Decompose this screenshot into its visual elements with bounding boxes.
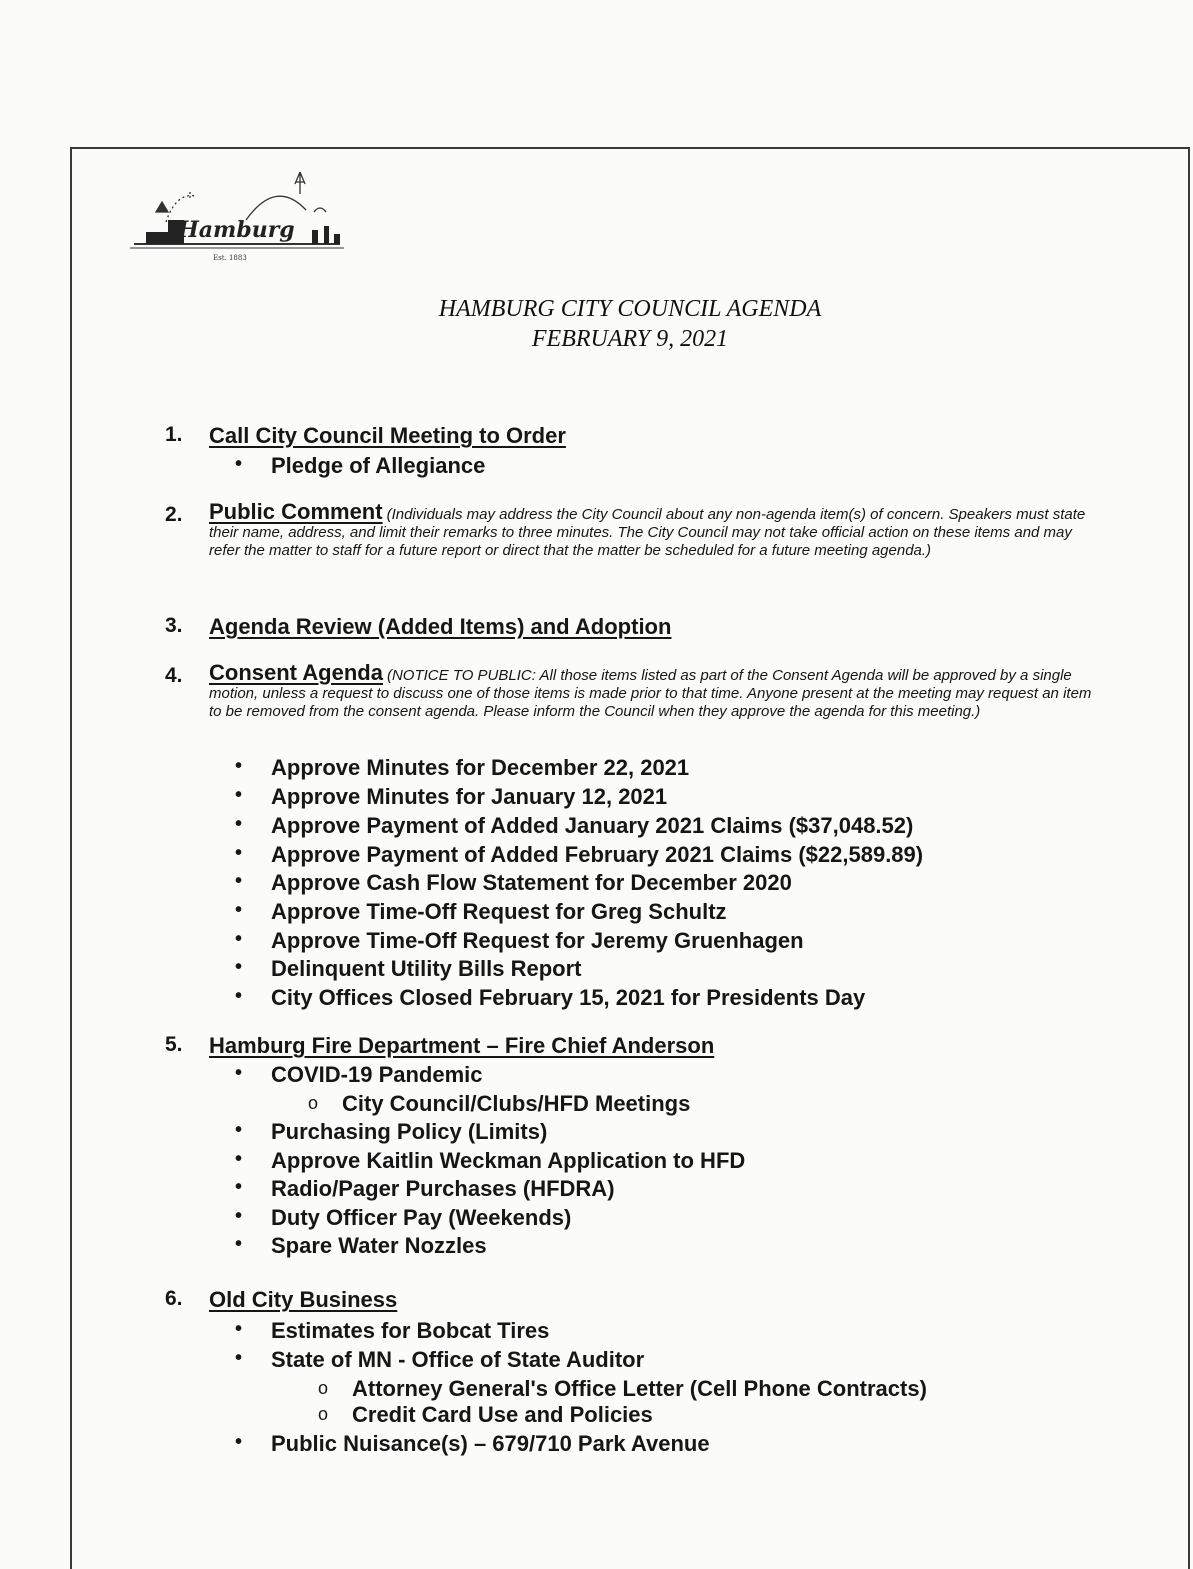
bullet-text: Approve Minutes for January 12, 2021	[271, 784, 668, 809]
logo-est: Est. 1883	[213, 254, 247, 262]
bullet-text: Spare Water Nozzles	[271, 1233, 487, 1258]
item-heading: Call City Council Meeting to Order	[209, 423, 566, 448]
bullet-item	[235, 1431, 710, 1457]
bullet-text: Purchasing Policy (Limits)	[271, 1119, 548, 1144]
bullet-item	[235, 453, 485, 479]
item-heading: Consent Agenda	[209, 660, 383, 685]
item-number: 5.	[165, 1033, 183, 1056]
bullet-text: Public Nuisance(s) – 679/710 Park Avenue	[271, 1431, 710, 1456]
item-number: 1.	[165, 423, 183, 446]
hamburg-logo	[128, 160, 348, 265]
bullet-item	[235, 755, 689, 781]
bullet-text: COVID-19 Pandemic	[271, 1062, 483, 1087]
sub-bullet-item	[318, 1376, 927, 1402]
item-note-block	[209, 499, 1099, 560]
bullet-text: Approve Kaitlin Weckman Application to HFD	[271, 1148, 746, 1173]
bullet-item	[235, 899, 727, 925]
bullet-text: Approve Time-Off Request for Greg Schultz	[271, 899, 727, 924]
bullet-text: Duty Officer Pay (Weekends)	[271, 1205, 572, 1230]
sub-bullet-item	[308, 1091, 690, 1117]
bullet-item	[235, 813, 913, 839]
item-heading: Public Comment	[209, 499, 383, 524]
bullet-text: Pledge of Allegiance	[271, 453, 486, 478]
sub-bullet-item	[318, 1402, 653, 1428]
agenda-date: FEBRUARY 9, 2021	[531, 326, 729, 352]
bullet-item	[235, 1148, 745, 1174]
bullet-text: Approve Cash Flow Statement for December 2020	[271, 870, 792, 895]
item-number: 6.	[165, 1287, 183, 1310]
sub-bullet-text: Attorney General's Office Letter (Cell Phone Contracts)	[352, 1376, 927, 1401]
agenda-title: HAMBURG CITY COUNCIL AGENDA	[438, 296, 822, 322]
bullet-item	[235, 870, 792, 896]
bullet-text: Approve Minutes for December 22, 2021	[271, 755, 690, 780]
sub-bullet-text: City Council/Clubs/HFD Meetings	[342, 1091, 691, 1116]
item-heading: Hamburg Fire Department – Fire Chief Anderson	[209, 1033, 715, 1058]
bullet-text: State of MN - Office of State Auditor	[271, 1347, 645, 1372]
bullet-text: Radio/Pager Purchases (HFDRA)	[271, 1176, 615, 1201]
bullet-item	[235, 1119, 547, 1145]
bullet-text: City Offices Closed February 15, 2021 for Presidents Day	[271, 985, 866, 1010]
sub-bullet-text: Credit Card Use and Policies	[352, 1402, 653, 1427]
bullet-item	[235, 928, 804, 954]
item-note: (NOTICE TO PUBLIC: All those items listed as part of the Consent Agenda will be approved by a single motion, unless a request to discuss one of those items is made prior to that time. Anyone present at the meeting may request an item to be removed from the consent agenda. Please inform the Council when they approve the agenda for this meeting.)	[209, 667, 1092, 720]
item-heading: Agenda Review (Added Items) and Adoption	[209, 614, 672, 639]
bullet-text: Approve Payment of Added January 2021 Claims ($37,048.52)	[271, 813, 914, 838]
bullet-item	[235, 1205, 571, 1231]
bullet-item	[235, 1347, 644, 1373]
item-number: 2.	[165, 503, 183, 526]
bullet-item	[235, 985, 865, 1011]
item-heading: Old City Business	[209, 1287, 398, 1312]
bullet-item	[235, 842, 923, 868]
bullet-item	[235, 1176, 615, 1202]
bullet-text: Approve Time-Off Request for Jeremy Gruenhagen	[271, 928, 804, 953]
bullet-item	[235, 1318, 549, 1344]
item-note: (Individuals may address the City Council about any non-agenda item(s) of concern. Speakers must state their name, address, and limit their remarks to three minutes. The City Council may not take official action on these items and may refer the matter to staff for a future report or direct that the matter be scheduled for a future meeting agenda.)	[209, 506, 1086, 559]
logo-wordmark: Hamburg	[178, 217, 295, 243]
bullet-item	[235, 1233, 487, 1259]
item-number: 4.	[165, 664, 183, 687]
bullet-text: Approve Payment of Added February 2021 Claims ($22,589.89)	[271, 842, 924, 867]
bullet-item	[235, 784, 667, 810]
bullet-text: Delinquent Utility Bills Report	[271, 956, 582, 981]
bullet-item	[235, 956, 581, 982]
item-note-block	[209, 660, 1099, 721]
bullet-item	[235, 1062, 483, 1088]
item-number: 3.	[165, 614, 183, 637]
bullet-text: Estimates for Bobcat Tires	[271, 1318, 550, 1343]
